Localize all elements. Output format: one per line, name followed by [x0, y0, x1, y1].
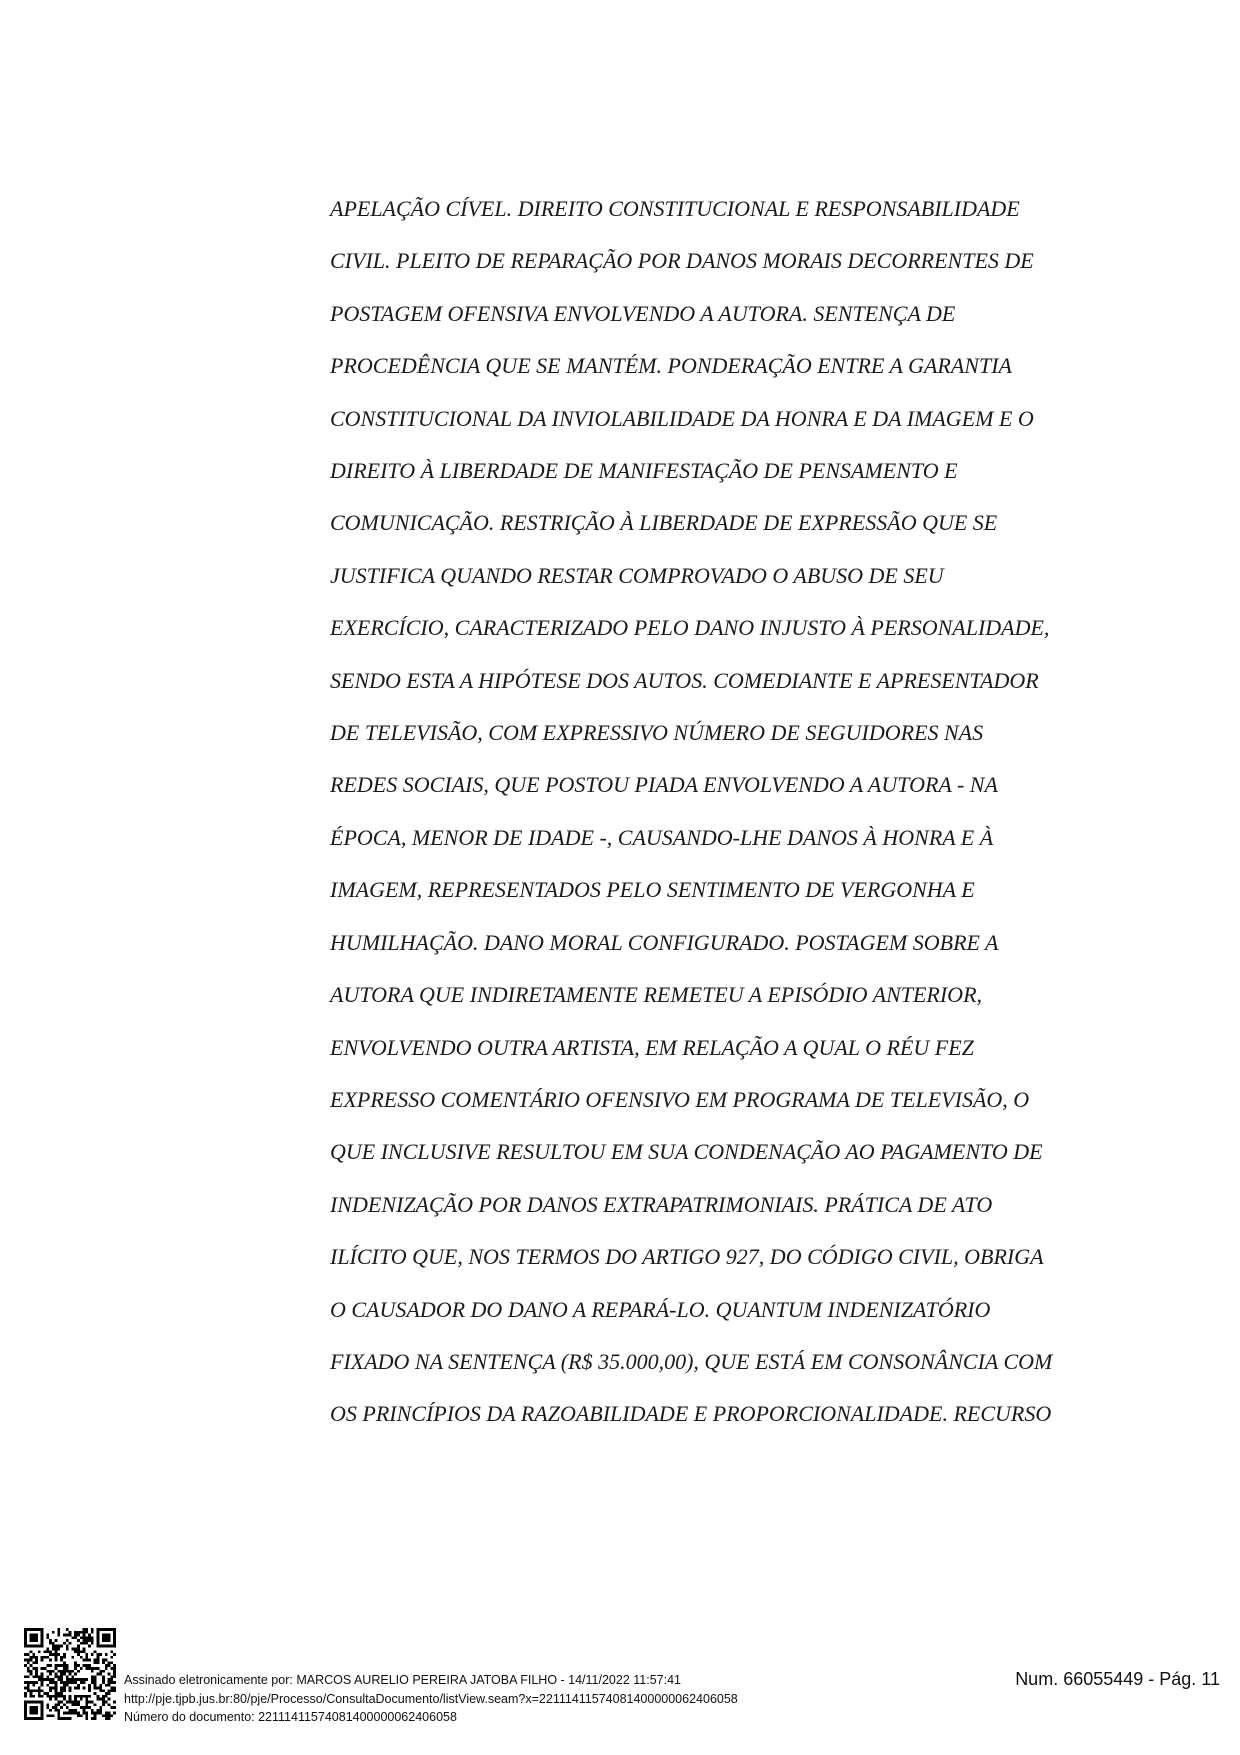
ementa-line: ÉPOCA, MENOR DE IDADE -, CAUSANDO-LHE DANOS À HONRA E À: [330, 824, 994, 850]
ementa-line: DE TELEVISÃO, COM EXPRESSIVO NÚMERO DE SEGUIDORES NAS: [330, 720, 984, 746]
ementa-line: JUSTIFICA QUANDO RESTAR COMPROVADO O ABUSO DE SEU: [330, 562, 944, 588]
ementa-line: DIREITO À LIBERDADE DE MANIFESTAÇÃO DE PENSAMENTO E: [330, 458, 958, 484]
page-number: Num. 66055449 - Pág. 11: [1015, 1669, 1220, 1689]
ementa-line: APELAÇÃO CÍVEL. DIREITO CONSTITUCIONAL E RESPONSABILIDADE: [330, 196, 1020, 221]
signature-block: [124, 1671, 738, 1727]
ementa-paragraph: [330, 183, 1060, 1441]
ementa-line: HUMILHAÇÃO. DANO MORAL CONFIGURADO. POSTAGEM SOBRE A: [330, 929, 999, 955]
ementa-line: EXPRESSO COMENTÁRIO OFENSIVO EM PROGRAMA DE TELEVISÃO, O: [330, 1086, 1030, 1112]
ementa-line: SENDO ESTA A HIPÓTESE DOS AUTOS. COMEDIANTE E APRESENTADOR: [330, 667, 1039, 693]
ementa-line: AUTORA QUE INDIRETAMENTE REMETEU A EPISÓDIO ANTERIOR,: [330, 982, 983, 1008]
document-number: Número do documento: 22111411574081400000062406058: [124, 1710, 457, 1724]
ementa-line: IMAGEM, REPRESENTADOS PELO SENTIMENTO DE VERGONHA E: [330, 877, 975, 903]
ementa-line: ENVOLVENDO OUTRA ARTISTA, EM RELAÇÃO A QUAL O RÉU FEZ: [330, 1034, 974, 1060]
ementa-line: QUE INCLUSIVE RESULTOU EM SUA CONDENAÇÃO AO PAGAMENTO DE: [330, 1139, 1043, 1165]
ementa-line: OS PRINCÍPIOS DA RAZOABILIDADE E PROPORCIONALIDADE. RECURSO: [330, 1401, 1052, 1427]
ementa-line: FIXADO NA SENTENÇA (R$ 35.000,00), QUE ESTÁ EM CONSONÂNCIA COM: [330, 1348, 1053, 1374]
ementa-line: REDES SOCIAIS, QUE POSTOU PIADA ENVOLVENDO A AUTORA - NA: [330, 772, 998, 798]
signature-text: Assinado eletronicamente por: MARCOS AURELIO PEREIRA JATOBA FILHO - 14/11/2022 11:57:41: [124, 1673, 681, 1687]
qr-code-icon: [24, 1628, 116, 1720]
ementa-line: POSTAGEM OFENSIVA ENVOLVENDO A AUTORA. SENTENÇA DE: [330, 300, 956, 326]
ementa-line: CONSTITUCIONAL DA INVIOLABILIDADE DA HONRA E DA IMAGEM E O: [330, 405, 1034, 431]
ementa-line: COMUNICAÇÃO. RESTRIÇÃO À LIBERDADE DE EXPRESSÃO QUE SE: [330, 510, 998, 536]
document-url[interactable]: http://pje.tjpb.jus.br:80/pje/Processo/ConsultaDocumento/listView.seam?x=22111411574081400000062406058: [124, 1691, 738, 1706]
ementa-line: ILÍCITO QUE, NOS TERMOS DO ARTIGO 927, DO CÓDIGO CIVIL, OBRIGA: [330, 1244, 1044, 1270]
signature-footer: [0, 1620, 1240, 1724]
ementa-line: O CAUSADOR DO DANO A REPARÁ-LO. QUANTUM INDENIZATÓRIO: [330, 1296, 991, 1322]
ementa-line: PROCEDÊNCIA QUE SE MANTÉM. PONDERAÇÃO ENTRE A GARANTIA: [330, 353, 1012, 379]
ementa-line: CIVIL. PLEITO DE REPARAÇÃO POR DANOS MORAIS DECORRENTES DE: [330, 248, 1034, 274]
ementa-line: INDENIZAÇÃO POR DANOS EXTRAPATRIMONIAIS. PRÁTICA DE ATO: [330, 1191, 993, 1217]
ementa-line: EXERCÍCIO, CARACTERIZADO PELO DANO INJUSTO À PERSONALIDADE,: [330, 615, 1050, 641]
